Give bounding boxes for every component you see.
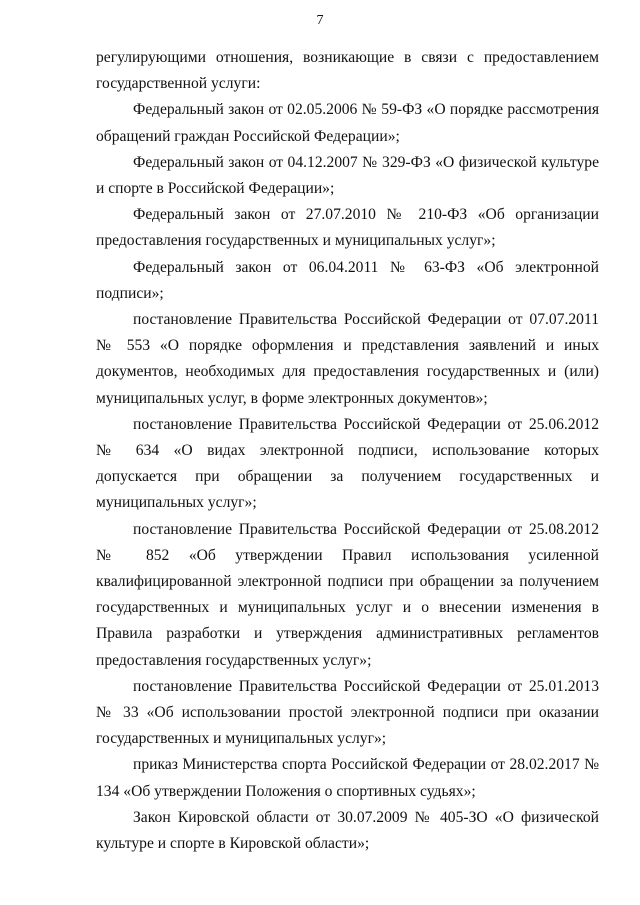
paragraph-law-329: Федеральный закон от 04.12.2007 № 329-ФЗ «О физической культуре и спорте в Российской Федерации»; (96, 153, 599, 198)
document-body (96, 45, 599, 857)
paragraph-decree-634: постановление Правительства Российской Федерации от 25.06.2012 № 634 «О видах электронной подписи, использование которых допускается при обращении за получением государственных и муниципальных услуг»; (96, 415, 599, 512)
paragraph-decree-852: постановление Правительства Российской Федерации от 25.08.2012 № 852 «Об утверждении Правил использования усиленной квалифицированной электронной подписи при обращении за получением государственных и муниципальных услуг и о внесении изменения в Правила разработки и утверждения административных регламентов предоставления государственных услуг»; (96, 520, 599, 669)
paragraph-decree-553: постановление Правительства Российской Федерации от 07.07.2011 № 553 «О порядке оформления и представления заявлений и иных документов, необходимых для предоставления государственных и (или) муниципальных услуг, в форме электронных документов»; (96, 311, 599, 407)
paragraph-intro: регулирующими отношения, возникающие в связи с предоставлением государственной услуги: (96, 49, 599, 93)
paragraph-law-63: Федеральный закон от 06.04.2011 № 63-ФЗ «Об электронной подписи»; (96, 258, 599, 302)
page-number: 7 (316, 13, 324, 28)
paragraph-decree-33: постановление Правительства Российской Федерации от 25.01.2013 № 33 «Об использовании простой электронной подписи при оказании государственных и муниципальных услуг»; (96, 677, 599, 748)
paragraph-law-59: Федеральный закон от 02.05.2006 № 59-ФЗ «О порядке рассмотрения обращений граждан Российской Федерации»; (96, 101, 599, 145)
paragraph-kirov-law-405: Закон Кировской области от 30.07.2009 № 405-ЗО «О физической культуре и спорте в Кировской области»; (96, 808, 599, 853)
paragraph-law-210: Федеральный закон от 27.07.2010 № 210-ФЗ «Об организации предоставления государственных и муниципальных услуг»; (96, 206, 599, 250)
paragraph-order-134: приказ Министерства спорта Российской Федерации от 28.02.2017 № 134 «Об утверждении Положения о спортивных судьях»; (96, 756, 599, 800)
